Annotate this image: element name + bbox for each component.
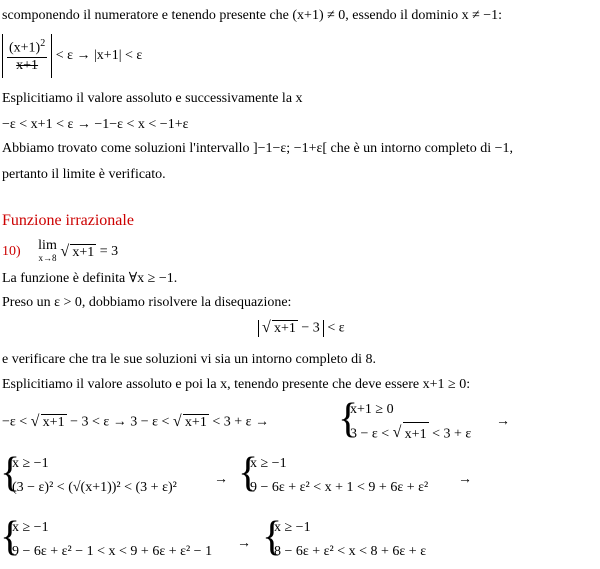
system-4 (12, 516, 212, 564)
exercise-number: 10) (2, 244, 21, 260)
system-5-row-2: 8 − 6ε + ε² < x < 8 + 6ε + ε (274, 544, 427, 559)
formula-line-4: −ε < x+1 < ε → −1−ε < x < −1+ε (2, 117, 189, 132)
system-1-row-2: 3 − ε < √ x+1 < 3 + ε (350, 422, 471, 446)
fraction (7, 38, 47, 74)
system-3-row-1: x ≥ −1 (250, 456, 287, 471)
limit-operator: lim x→8 (38, 238, 57, 263)
brace-system-4: { (0, 514, 21, 560)
system-2 (12, 452, 177, 500)
system-2-row-2: (3 − ε)² < (√(x+1))² < (3 + ε)² (12, 480, 177, 495)
formula-line-13: −ε < √ x+1 − 3 < ε → 3 − ε < √ x+1 < 3 + ε → (2, 413, 269, 430)
arrow-3: → (458, 472, 472, 487)
fraction-numerator: $(x+1)^2$ (9, 38, 46, 56)
arrow-4: → (237, 536, 251, 551)
system-1-row-1: x+1 ≥ 0 (350, 402, 394, 417)
formula-line-2 (2, 34, 142, 78)
sqrt-expression: √ x+1 (60, 242, 95, 260)
system-1 (350, 398, 471, 446)
brace-system-2: { (0, 450, 21, 496)
system-4-row-1: x ≥ −1 (12, 520, 49, 535)
system-3-row-2: 9 − 6ε + ε² < x + 1 < 9 + 6ε + ε² (250, 480, 429, 495)
absolute-value: √ x+1 − 3 (258, 320, 324, 337)
system-5-row-1: x ≥ −1 (274, 520, 311, 535)
inequality-centered: √ x+1 − 3 < ε (258, 320, 345, 337)
system-3 (250, 452, 428, 500)
system-5 (274, 516, 426, 564)
text-line-11: e verificare che tra le sue soluzioni vi sia un intorno completo di 8. (2, 352, 376, 367)
system-4-row-2: 9 − 6ε + ε² − 1 < x < 9 + 6ε + ε² − 1 (12, 544, 213, 559)
text-line-9: Preso un ε > 0, dobbiamo risolvere la disequazione: (2, 295, 292, 310)
arrow-2: → (214, 472, 228, 487)
arrow-1: → (496, 414, 510, 429)
brace-system-1: { (338, 396, 359, 442)
fraction-denominator: x+1 (16, 57, 39, 73)
system-2-row-1: x ≥ −1 (12, 456, 49, 471)
text-line-3: Esplicitiamo il valore assoluto e successivamente la x (2, 91, 303, 106)
brace-system-3: { (238, 450, 259, 496)
text-line-1: scomponendo il numeratore e tenendo presente che (x+1) ≠ 0, essendo il dominio x ≠ −1: (2, 8, 503, 23)
section-heading: Funzione irrazionale (2, 212, 134, 229)
exercise-10: 10) lim x→8 √ x+1 = 3 (2, 238, 119, 263)
text-line-12: Esplicitiamo il valore assoluto e poi la x, tenendo presente che deve essere x+1 ≥ 0: (2, 377, 471, 392)
absolute-value-fraction (2, 34, 52, 78)
text-line-5: Abbiamo trovato come soluzioni l'intervallo ]−1−ε; −1+ε[ che è un intorno completo di −1, (2, 141, 513, 156)
text-line-6: pertanto il limite è verificato. (2, 167, 166, 182)
brace-system-5: { (262, 514, 283, 560)
formula-line-2-rest: < ε → |x+1| < ε (55, 48, 143, 64)
text-line-8: La funzione è definita ∀x ≥ −1. (2, 271, 178, 286)
